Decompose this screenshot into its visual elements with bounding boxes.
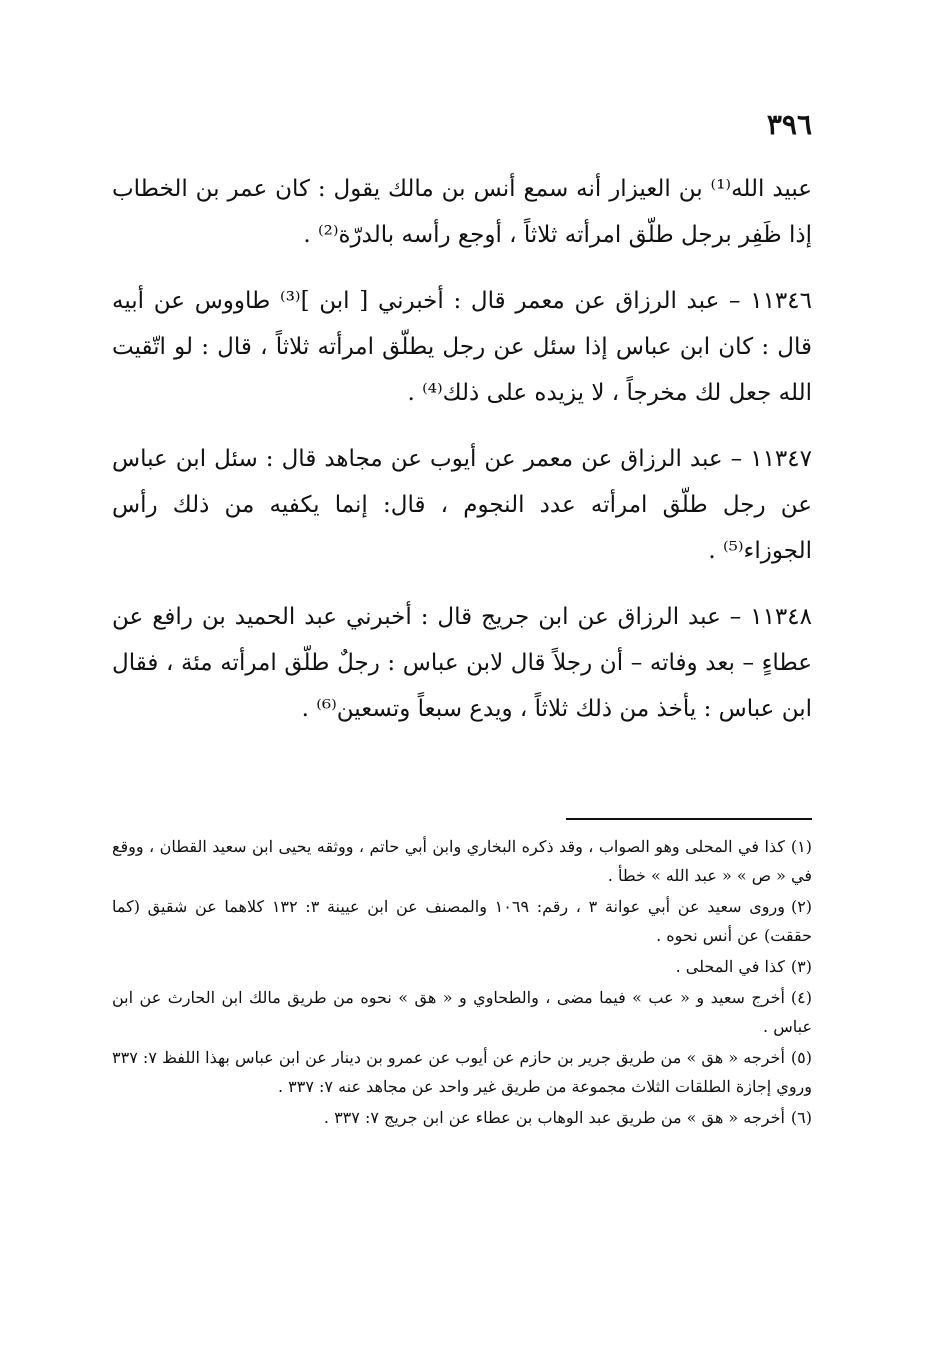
footnote-3 xyxy=(112,952,812,981)
footnote-6 xyxy=(112,1103,812,1132)
page-number: ٣٩٦ xyxy=(766,108,812,141)
footnote-5 xyxy=(112,1043,812,1101)
footnote-4 xyxy=(112,983,812,1041)
footnote-number: (٤) xyxy=(790,988,812,1007)
footnote-text: أخرجه « هق » من طريق عبد الوهاب بن عطاء عن ابن جريج ٧: ٣٣٧ . xyxy=(323,1108,785,1127)
paragraph-11348: ١١٣٤٨ – عبد الرزاق عن ابن جريج قال : أخبرني عبد الحميد بن رافع عن عطاءٍ – بعد وفاته – أن رجلاً قال لابن عباس : رجلٌ طلّق امرأته مئة ، فقال ابن عباس : يأخذ من ذلك ثلاثاً ، ويدع سبعاً وتسعين⁽⁶⁾ . xyxy=(112,604,812,722)
paragraph-continuation: عبيد الله⁽¹⁾ بن العيزار أنه سمع أنس بن مالك يقول : كان عمر بن الخطاب إذا ظَفِر برجل طلّق امرأته ثلاثاً ، أوجع رأسه بالدرّة⁽²⁾ . xyxy=(112,176,812,248)
footnote-text: كذا في المحلى وهو الصواب ، وقد ذكره البخاري وابن أبي حاتم ، ووثقه يحيى ابن سعيد القطان ، ووقع في « ص » « عبد الله » خطأ . xyxy=(112,837,812,885)
footnote-number: (٦) xyxy=(790,1108,812,1127)
footnote-text: أخرجه « هق » من طريق جرير بن حازم عن أيوب عن عمرو بن دينار عن ابن عباس بهذا اللفظ ٧: ٣٣٧ وروي إجازة الطلقات الثلاث مجموعة من طريق غير واحد عن مجاهد عنه ٧: ٣٣٧ . xyxy=(112,1048,812,1096)
footnote-separator xyxy=(566,818,812,820)
footnote-1 xyxy=(112,832,812,890)
main-text xyxy=(112,166,812,752)
footnote-number: (٢) xyxy=(790,897,813,916)
footnote-text: أخرج سعيد و « عب » فيما مضى ، والطحاوي و « هق » نحوه من طريق مالك ابن الحارث عن ابن عباس . xyxy=(112,988,812,1036)
footnote-text: وروى سعيد عن أبي عوانة ٣ ، رقم: ١٠٦٩ والمصنف عن ابن عيينة ٣: ١٣٢ كلاهما عن شقيق (كما حققت) عن أنس نحوه . xyxy=(112,897,812,945)
footnote-2 xyxy=(112,892,812,950)
footnote-number: (٥) xyxy=(790,1048,812,1067)
footnote-number: (٣) xyxy=(790,957,812,976)
footnotes xyxy=(112,832,812,1134)
footnote-text: كذا في المحلى . xyxy=(675,957,785,976)
paragraph-11346: ١١٣٤٦ – عبد الرزاق عن معمر قال : أخبرني [ ابن ]⁽³⁾ طاووس عن أبيه قال : كان ابن عباس إذا سئل عن رجل يطلّق امرأته ثلاثاً ، قال : لو اتّقيت الله جعل لك مخرجاً ، لا يزيده على ذلك⁽⁴⁾ . xyxy=(112,288,812,406)
footnote-number: (١) xyxy=(790,837,812,856)
paragraph-11347: ١١٣٤٧ – عبد الرزاق عن معمر عن أيوب عن مجاهد قال : سئل ابن عباس عن رجل طلّق امرأته عدد النجوم ، قال: إنما يكفيه من ذلك رأس الجوزاء⁽⁵⁾ . xyxy=(112,446,812,564)
